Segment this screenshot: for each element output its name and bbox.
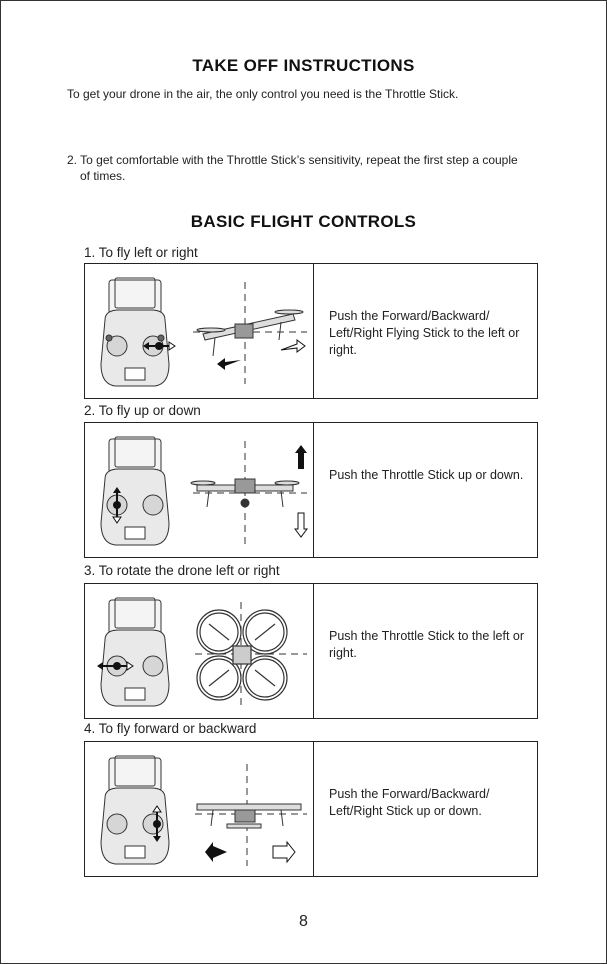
remote-controller-icon: [101, 598, 169, 706]
control-desc-4: Push the Forward/Backward/ Left/Right Stick up or down.: [329, 787, 490, 818]
takeoff-step-2: [67, 152, 518, 168]
arrow-icon: [113, 487, 121, 523]
remote-controller-icon: [101, 278, 169, 386]
control-desc-2: Push the Throttle Stick up or down.: [329, 468, 524, 482]
control-box-1: [84, 263, 538, 399]
control-box-3: [84, 583, 538, 719]
page-number: 8: [299, 913, 308, 930]
control-desc-3: Push the Throttle Stick to the left or right.: [329, 629, 525, 660]
control-desc-1: Push the Forward/Backward/ Left/Right Flying Stick to the left or right.: [329, 309, 520, 357]
control-box-2: [84, 422, 538, 558]
takeoff-intro: To get your drone in the air, the only control you need is the Throttle Stick.: [67, 87, 459, 101]
step-text-line2: of times.: [80, 169, 126, 183]
takeoff-title: TAKE OFF INSTRUCTIONS: [192, 56, 415, 75]
control-illustration-2: [85, 423, 313, 557]
control-illustration-1: [85, 264, 313, 398]
drone-top-icon: [197, 610, 287, 700]
control-illustration-3: [85, 584, 313, 718]
control-label-1: 1. To fly left or right: [84, 245, 198, 260]
arrow-icon: [97, 662, 133, 670]
control-label-4: 4. To fly forward or backward: [84, 721, 257, 736]
control-box-4: [84, 741, 538, 877]
box-divider: [313, 584, 314, 718]
control-illustration-4: [85, 742, 313, 876]
control-label-2: 2. To fly up or down: [84, 403, 201, 418]
control-label-3: 3. To rotate the drone left or right: [84, 563, 280, 578]
box-divider: [313, 742, 314, 876]
step-text-line1: To get comfortable with the Throttle Stick’s sensitivity, repeat the first step a couple: [80, 153, 518, 167]
box-divider: [313, 264, 314, 398]
box-divider: [313, 423, 314, 557]
step-number: 2.: [67, 153, 78, 167]
remote-controller-icon: [101, 437, 169, 545]
basic-title: BASIC FLIGHT CONTROLS: [190, 212, 417, 231]
arrow-icon: [153, 806, 161, 842]
drone-side-icon: [197, 804, 301, 828]
arrow-icon: [143, 342, 175, 350]
